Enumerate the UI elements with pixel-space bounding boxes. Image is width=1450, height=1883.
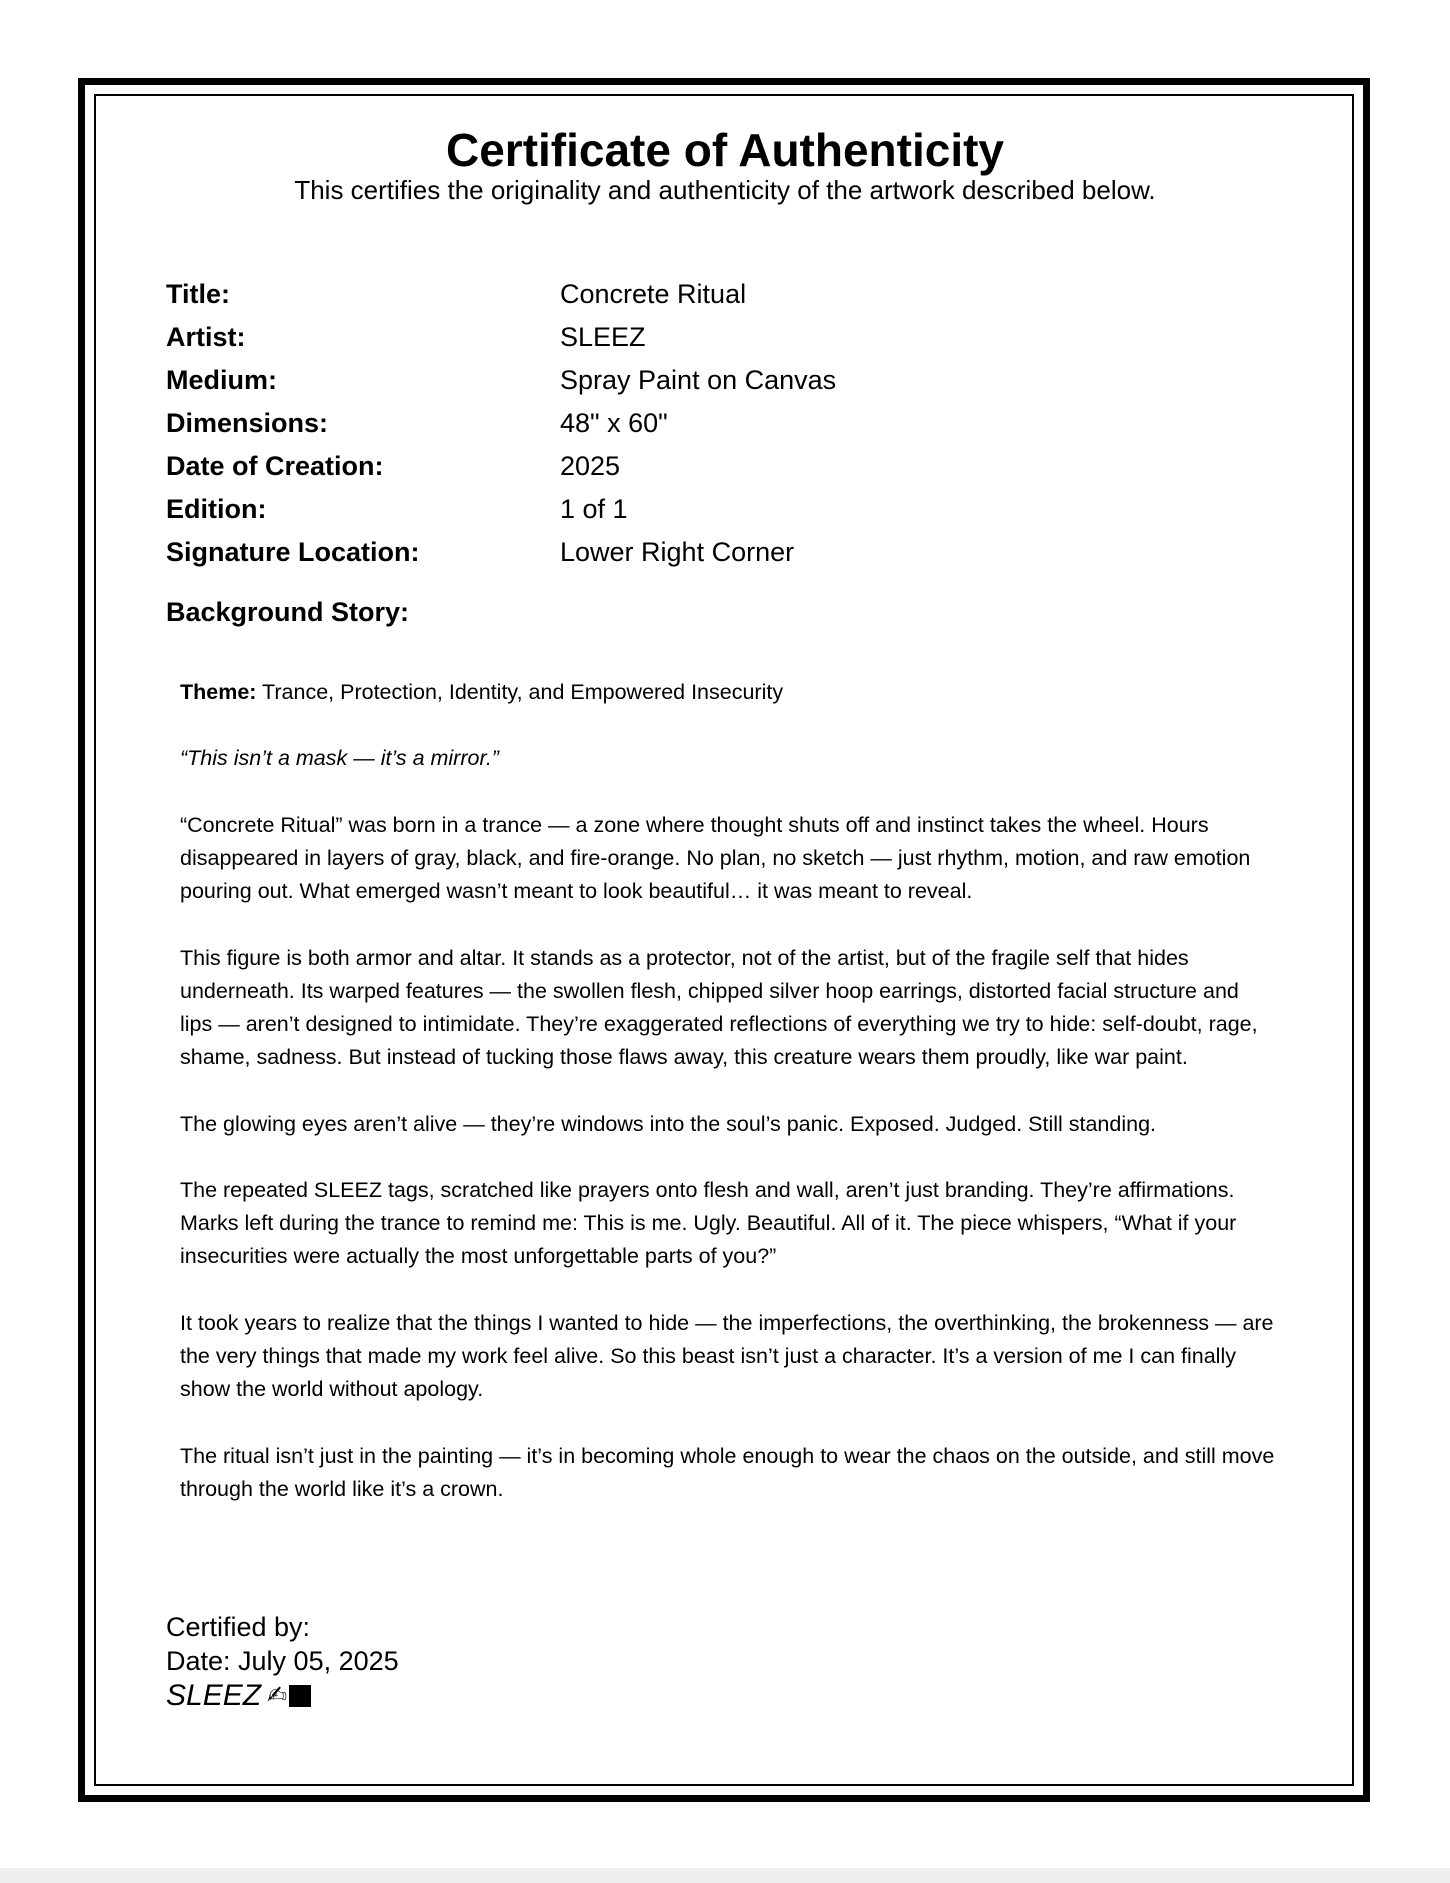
background-story xyxy=(180,676,1275,1539)
story-paragraph: It took years to realize that the things I wanted to hide — the imperfections, the overthinking, the brokenness — are the very things that made my work feel alive. So this beast isn’t just a character. It’s a version of me I can finally show the world without apology. xyxy=(180,1310,1274,1402)
signature xyxy=(166,1678,399,1714)
detail-row-edition xyxy=(166,488,1166,531)
detail-label: Edition: xyxy=(166,494,267,524)
writing-hand-icon: ✍ xyxy=(267,1682,288,1709)
detail-value: Lower Right Corner xyxy=(560,537,795,567)
theme-value: Trance, Protection, Identity, and Empowered Insecurity xyxy=(256,680,784,704)
signature-text: SLEEZ xyxy=(166,1679,262,1712)
detail-value: 2025 xyxy=(560,451,621,481)
detail-label: Signature Location: xyxy=(166,537,420,567)
background-story-heading: Background Story: xyxy=(166,597,410,627)
theme-label: Theme: xyxy=(180,680,257,704)
detail-row-medium xyxy=(166,359,1166,402)
certified-by-label: Certified by: xyxy=(166,1612,311,1642)
certification-date: Date: July 05, 2025 xyxy=(166,1646,399,1676)
detail-row-title xyxy=(166,273,1166,316)
detail-label: Dimensions: xyxy=(166,408,329,438)
detail-value: 1 of 1 xyxy=(560,494,628,524)
black-square-icon xyxy=(289,1685,311,1707)
detail-label: Date of Creation: xyxy=(166,451,384,481)
story-paragraph: This figure is both armor and altar. It stands as a protector, not of the artist, but of the fragile self that hides underneath. Its warped features — the swollen flesh, chipped silver hoop earrings, distorted facial structure and lips — aren’t designed to intimidate. They’re exaggerated reflections of everything we try to hide: self-doubt, rage, shame, sadness. But instead of tucking those flaws away, this creature wears them proudly, like war paint. xyxy=(180,945,1258,1070)
certificate-subtitle: This certifies the originality and authenticity of the artwork described below. xyxy=(294,175,1156,205)
artwork-details xyxy=(166,273,1166,574)
detail-row-date-of-creation xyxy=(166,445,1166,488)
detail-row-dimensions xyxy=(166,402,1166,445)
detail-label: Medium: xyxy=(166,365,277,395)
detail-value: Concrete Ritual xyxy=(560,279,747,309)
detail-label: Artist: xyxy=(166,322,246,352)
detail-value: Spray Paint on Canvas xyxy=(560,365,837,395)
certification-block xyxy=(166,1610,399,1714)
theme-line xyxy=(180,676,1275,709)
story-paragraph: The glowing eyes aren’t alive — they’re windows into the soul’s panic. Exposed. Judged. Still standing. xyxy=(180,1111,1157,1136)
story-quote: “This isn’t a mask — it’s a mirror.” xyxy=(180,746,499,771)
detail-row-artist xyxy=(166,316,1166,359)
certificate-title: Certificate of Authenticity xyxy=(445,124,1005,176)
bottom-strip xyxy=(0,1868,1450,1883)
story-paragraph: The repeated SLEEZ tags, scratched like prayers onto flesh and wall, aren’t just branding. They’re affirmations. Marks left during the trance to remind me: This is me. Ugly. Beautiful. All of it. The piece whispers, “What if your insecurities were actually the most unforgettable parts of you?” xyxy=(180,1177,1237,1269)
story-paragraph: “Concrete Ritual” was born in a trance — a zone where thought shuts off and instinct takes the wheel. Hours disappeared in layers of gray, black, and fire-orange. No plan, no sketch — just rhythm, motion, and raw emotion pouring out. What emerged wasn’t meant to look beautiful… it was meant to reveal. xyxy=(180,812,1251,904)
detail-label: Title: xyxy=(166,279,231,309)
detail-value: SLEEZ xyxy=(560,322,646,352)
story-paragraph: The ritual isn’t just in the painting — it’s in becoming whole enough to wear the chaos on the outside, and still move through the world like it’s a crown. xyxy=(180,1443,1275,1501)
detail-value: 48" x 60" xyxy=(560,408,668,438)
detail-row-signature-location xyxy=(166,531,1166,574)
